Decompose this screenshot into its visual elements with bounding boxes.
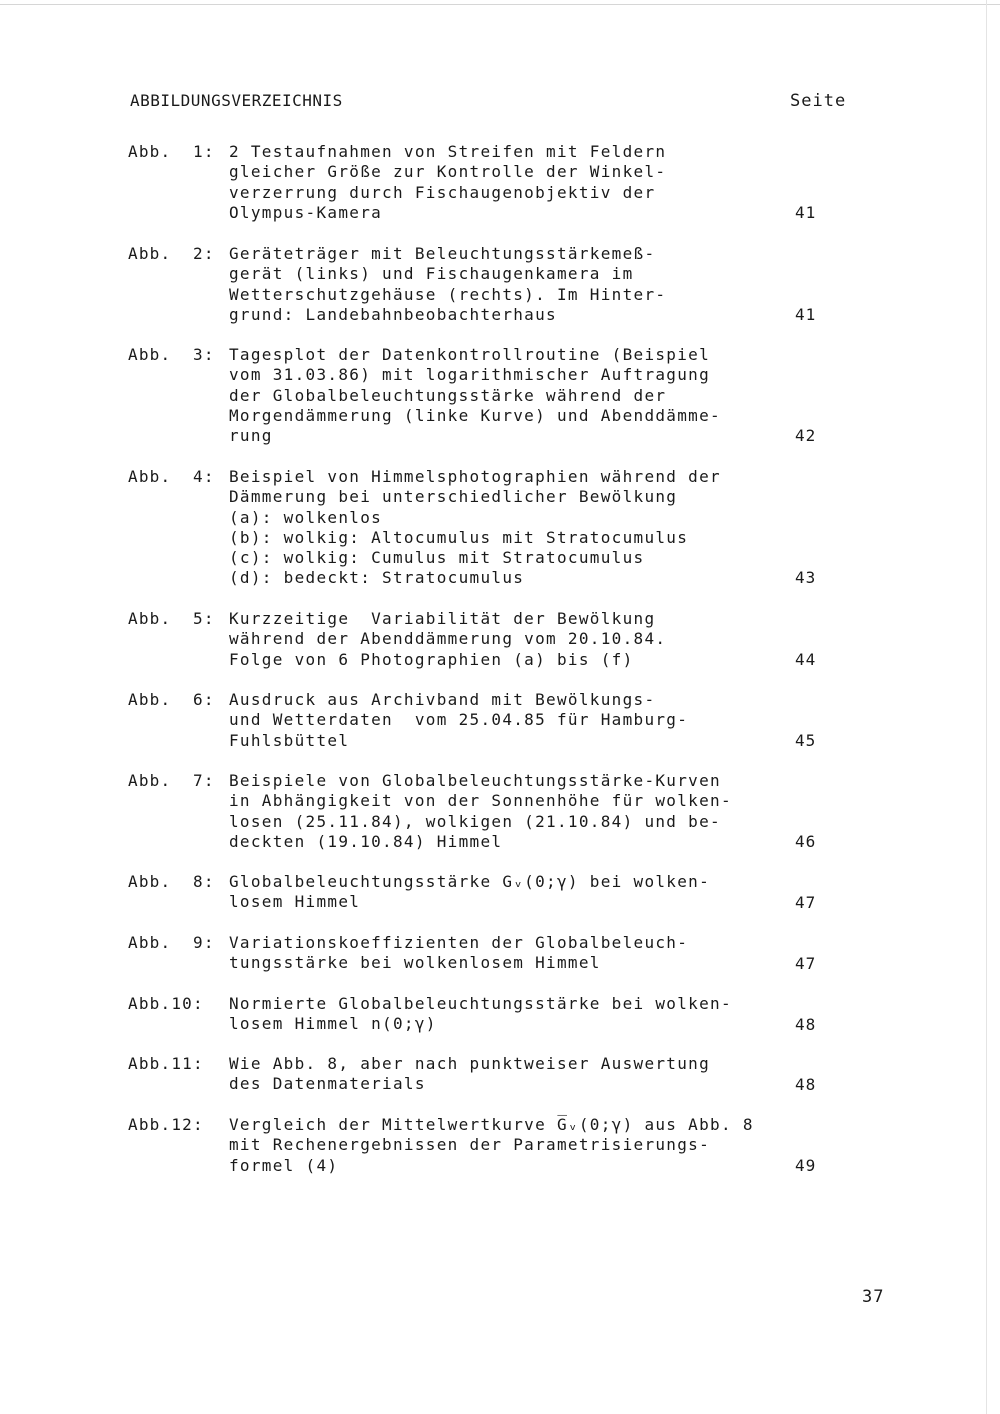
figure-label: Abb. 2:: [128, 244, 215, 263]
caption-line: Wie Abb. 8, aber nach punktweiser Auswertung: [229, 1054, 711, 1073]
figure-caption: [229, 467, 721, 589]
figure-label: Abb. 6:: [128, 690, 215, 709]
figure-label: Abb. 9:: [128, 933, 215, 952]
caption-line: der Globalbeleuchtungsstärke während der: [229, 385, 667, 405]
caption-line: 2 Testaufnahmen von Streifen mit Feldern: [229, 142, 667, 161]
caption-line: deckten (19.10.84) Himmel: [229, 831, 503, 851]
caption-line: Globalbeleuchtungsstärke Gᵥ(0;γ) bei wolken-: [229, 872, 711, 891]
caption-line: Beispiel von Himmelsphotographien während der: [229, 467, 721, 486]
caption-line: Olympus-Kamera: [229, 202, 383, 222]
caption-line: in Abhängigkeit von der Sonnenhöhe für wolken-: [229, 791, 732, 811]
figure-caption: [229, 994, 732, 1035]
figure-caption: [229, 872, 710, 913]
caption-line: losem Himmel: [229, 892, 361, 912]
figure-caption: [229, 345, 721, 446]
figure-page-number: 43: [795, 568, 817, 587]
caption-line: Ausdruck aus Archivband mit Bewölkungs-: [229, 690, 656, 709]
figure-label: Abb. 8:: [128, 872, 215, 891]
caption-line: (a): wolkenlos: [229, 507, 383, 527]
figure-page-number: 47: [795, 954, 817, 973]
scan-edge-top-line: [0, 4, 1000, 5]
caption-line: und Wetterdaten vom 25.04.85 für Hamburg-: [229, 710, 689, 730]
caption-line: Normierte Globalbeleuchtungsstärke bei wolken-: [229, 994, 732, 1013]
figure-caption: [229, 933, 688, 974]
caption-line: gerät (links) und Fischaugenkamera im: [229, 264, 634, 284]
figure-caption: [229, 1054, 710, 1095]
figure-page-number: 48: [795, 1075, 817, 1094]
figure-page-number: 47: [795, 893, 817, 912]
figure-label: Abb.11:: [128, 1054, 204, 1073]
caption-line: Vergleich der Mittelwertkurve G̅ᵥ(0;γ) aus Abb. 8: [229, 1115, 754, 1134]
figure-page-number: 44: [795, 650, 817, 669]
caption-line: formel (4): [229, 1155, 339, 1175]
page-title: ABBILDUNGSVERZEICHNIS: [130, 91, 343, 110]
caption-line: Tagesplot der Datenkontrollroutine (Beispiel: [229, 345, 711, 364]
caption-line: des Datenmaterials: [229, 1074, 426, 1094]
figure-label: Abb. 1:: [128, 142, 215, 161]
caption-line: Geräteträger mit Beleuchtungsstärkemeß-: [229, 244, 656, 263]
caption-line: Fuhlsbüttel: [229, 730, 350, 750]
figure-page-number: 45: [795, 731, 817, 750]
scan-edge-right-line: [986, 0, 987, 1414]
figure-page-number: 49: [795, 1156, 817, 1175]
caption-line: während der Abenddämmerung vom 20.10.84.: [229, 629, 667, 649]
figure-label: Abb.12:: [128, 1115, 204, 1134]
caption-line: (c): wolkig: Cumulus mit Stratocumulus: [229, 548, 645, 568]
caption-line: Morgendämmerung (linke Kurve) und Abenddämme-: [229, 405, 721, 425]
caption-line: gleicher Größe zur Kontrolle der Winkel-: [229, 162, 667, 182]
figure-caption: [229, 1115, 754, 1176]
figure-page-number: 48: [795, 1015, 817, 1034]
figure-caption: [229, 142, 666, 223]
figure-caption: [229, 771, 732, 852]
caption-line: Kurzzeitige Variabilität der Bewölkung: [229, 609, 656, 628]
figure-label: Abb. 3:: [128, 345, 215, 364]
caption-line: Folge von 6 Photographien (a) bis (f): [229, 649, 634, 669]
caption-line: Variationskoeffizienten der Globalbeleuch-: [229, 933, 689, 952]
caption-line: Beispiele von Globalbeleuchtungsstärke-Kurven: [229, 771, 721, 790]
page-column-label: Seite: [790, 91, 847, 111]
caption-line: Dämmerung bei unterschiedlicher Bewölkung: [229, 487, 678, 507]
caption-line: tungsstärke bei wolkenlosem Himmel: [229, 953, 601, 973]
figure-page-number: 41: [795, 305, 817, 324]
figure-label: Abb. 7:: [128, 771, 215, 790]
figure-page-number: 46: [795, 832, 817, 851]
figure-label: Abb.10:: [128, 994, 204, 1013]
caption-line: mit Rechenergebnissen der Parametrisierungs-: [229, 1135, 711, 1155]
figure-caption: [229, 244, 666, 325]
figure-label: Abb. 4:: [128, 467, 215, 486]
figure-label: Abb. 5:: [128, 609, 215, 628]
figure-caption: [229, 609, 666, 670]
caption-line: (b): wolkig: Altocumulus mit Stratocumulus: [229, 527, 689, 547]
caption-line: losen (25.11.84), wolkigen (21.10.84) und be-: [229, 811, 721, 831]
page-number: 37: [862, 1287, 885, 1307]
caption-line: (d): bedeckt: Stratocumulus: [229, 568, 525, 588]
caption-line: Wetterschutzgehäuse (rechts). Im Hinter-: [229, 284, 667, 304]
caption-line: vom 31.03.86) mit logarithmischer Auftragung: [229, 365, 711, 385]
figure-page-number: 41: [795, 203, 817, 222]
caption-line: losem Himmel n(0;γ): [229, 1014, 437, 1034]
figure-caption: [229, 690, 688, 751]
caption-line: grund: Landebahnbeobachterhaus: [229, 304, 557, 324]
caption-line: rung: [229, 426, 273, 446]
figure-page-number: 42: [795, 426, 817, 445]
caption-line: verzerrung durch Fischaugenobjektiv der: [229, 182, 656, 202]
